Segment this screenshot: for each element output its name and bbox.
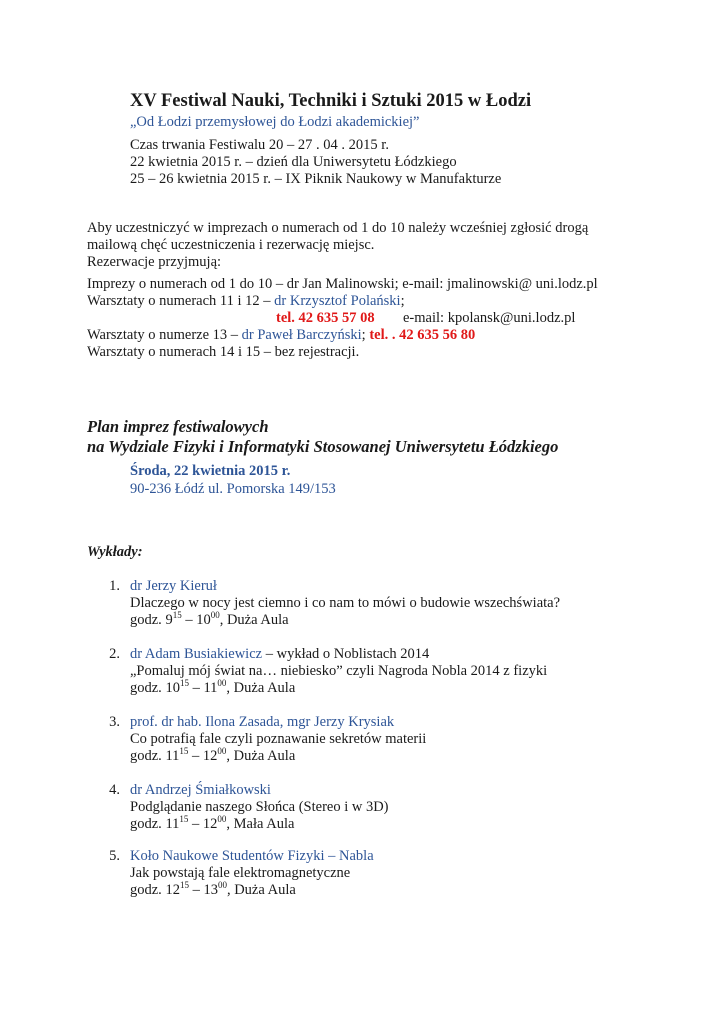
reservation-3-separator: ; (361, 327, 370, 343)
lecture-speaker: prof. dr hab. Ilona Zasada, mgr Jerzy Krysiak (130, 714, 395, 730)
reservation-4: Warsztaty o numerach 14 i 15 – bez rejestracji. (87, 344, 360, 360)
info-line-2: mailową chęć uczestniczenia i rezerwację miejsc. (87, 237, 375, 253)
lecture-time (130, 816, 294, 833)
phone-barczynski: tel. . 42 635 56 80 (369, 327, 476, 343)
lecture-speaker-line (130, 646, 429, 663)
lecture-time (130, 680, 295, 697)
event-address: 90-236 Łódź ul. Pomorska 149/153 (130, 481, 336, 497)
time-prefix: godz. (130, 816, 166, 832)
start-minute: 15 (179, 814, 189, 824)
reservation-1: Imprezy o numerach od 1 do 10 – dr Jan Malinowski; e-mail: jmalinowski@ uni.lodz.pl (87, 276, 598, 292)
time-prefix: godz. (130, 882, 166, 898)
lecture-speaker-line (130, 782, 271, 799)
start-minute: 15 (179, 678, 189, 688)
lecture-room: , Mała Aula (226, 816, 295, 832)
lecture-time (130, 882, 296, 899)
lecture-number: 5. (109, 848, 120, 864)
lecture-speaker: dr Andrzej Śmiałkowski (130, 782, 271, 798)
end-hour: 13 (203, 882, 218, 898)
lecture-title: Podglądanie naszego Słońca (Stereo i w 3D) (130, 799, 389, 815)
start-hour: 11 (165, 748, 180, 764)
phone-polanski: tel. 42 635 57 08 (276, 310, 375, 326)
lecture-number: 1. (109, 578, 120, 594)
lecture-room: , Duża Aula (226, 882, 296, 898)
end-minute: 00 (210, 610, 220, 620)
time-dash: – (188, 882, 204, 898)
science-picnic: 25 – 26 kwietnia 2015 r. – IX Piknik Naukowy w Manufakturze (130, 171, 502, 187)
lecture-speaker-line (130, 714, 394, 731)
time-prefix: godz. (130, 680, 166, 696)
end-minute: 00 (217, 814, 227, 824)
lecture-speaker: Koło Naukowe Studentów Fizyki – Nabla (130, 848, 374, 864)
time-dash: – (188, 748, 203, 764)
lecture-number: 4. (109, 782, 120, 798)
end-minute: 00 (217, 880, 227, 890)
plan-heading-1: Plan imprez festiwalowych (87, 417, 269, 436)
reservation-2 (87, 293, 405, 310)
lecture-speaker: dr Adam Busiakiewicz (130, 646, 263, 662)
end-hour: 12 (202, 748, 218, 764)
end-minute: 00 (217, 746, 227, 756)
plan-heading-2: na Wydziale Fizyki i Informatyki Stosowanej Uniwersytetu Łódzkiego (87, 437, 559, 456)
reservation-3-prefix: Warsztaty o numerze 13 – (87, 327, 242, 343)
lecture-room: , Duża Aula (226, 680, 296, 696)
start-hour: 9 (165, 612, 173, 628)
lecture-room: , Duża Aula (226, 748, 296, 764)
lecture-speaker: dr Jerzy Kieruł (130, 578, 217, 594)
time-prefix: godz. (130, 612, 166, 628)
lecture-number: 3. (109, 714, 120, 730)
lecture-title: Co potrafią fale czyli poznawanie sekretów materii (130, 731, 427, 747)
lecture-time (130, 612, 289, 629)
reservation-3-contact: dr Paweł Barczyński (241, 327, 362, 343)
reservation-2-prefix: Warsztaty o numerach 11 i 12 – (87, 293, 275, 309)
start-minute: 15 (179, 880, 189, 890)
start-minute: 15 (172, 610, 182, 620)
start-hour: 10 (165, 680, 180, 696)
end-hour: 10 (196, 612, 211, 628)
event-date: Środa, 22 kwietnia 2015 r. (130, 463, 291, 479)
lecture-time (130, 748, 295, 765)
lecture-speaker-line (130, 848, 374, 865)
reservation-2-contact: dr Krzysztof Polański (274, 293, 401, 309)
start-minute: 15 (179, 746, 189, 756)
end-hour: 12 (202, 816, 218, 832)
lecture-number: 2. (109, 646, 120, 662)
reservations-label: Rezerwacje przyjmują: (87, 254, 222, 270)
festival-title: XV Festiwal Nauki, Techniki i Sztuki 2015 w Łodzi (130, 91, 532, 111)
lecture-title: „Pomaluj mój świat na… niebiesko” czyli Nagroda Nobla 2014 z fizyki (130, 663, 548, 679)
email-polanski: e-mail: kpolansk@uni.lodz.pl (403, 310, 576, 326)
lecture-title: Dlaczego w nocy jest ciemno i co nam to mówi o budowie wszechświata? (130, 595, 561, 611)
time-dash: – (188, 816, 203, 832)
reservation-3 (87, 327, 475, 344)
start-hour: 11 (165, 816, 180, 832)
lectures-label: Wykłady: (87, 544, 143, 560)
time-dash: – (188, 680, 204, 696)
festival-subtitle: „Od Łodzi przemysłowej do Łodzi akademickiej” (130, 114, 420, 130)
lecture-speaker-suffix: – wykład o Noblistach 2014 (262, 646, 430, 662)
festival-duration: Czas trwania Festiwalu 20 – 27 . 04 . 2015 r. (130, 137, 389, 153)
time-dash: – (181, 612, 197, 628)
lecture-title: Jak powstają fale elektromagnetyczne (130, 865, 351, 881)
end-minute: 00 (217, 678, 227, 688)
lecture-room: , Duża Aula (219, 612, 289, 628)
time-prefix: godz. (130, 748, 166, 764)
lecture-speaker-line (130, 578, 217, 595)
info-line-1: Aby uczestniczyć w imprezach o numerach od 1 do 10 należy wcześniej zgłosić drogą (87, 220, 589, 236)
reservation-2-suffix: ; (400, 293, 405, 309)
start-hour: 12 (165, 882, 180, 898)
end-hour: 11 (203, 680, 218, 696)
university-day: 22 kwietnia 2015 r. – dzień dla Uniwersytetu Łódzkiego (130, 154, 457, 170)
